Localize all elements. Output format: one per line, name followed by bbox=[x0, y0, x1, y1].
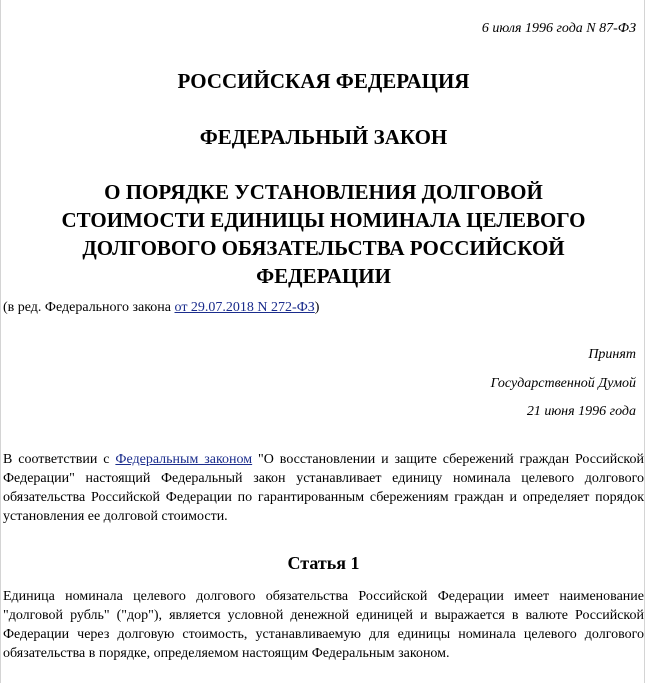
preamble-before-link: В соответствии с bbox=[3, 452, 116, 467]
article-1-title: Статья 1 bbox=[287, 553, 360, 573]
adoption-line-3: 21 июня 1996 года bbox=[526, 404, 636, 419]
preamble-paragraph bbox=[3, 450, 644, 526]
adoption-line-2: Государственной Думой bbox=[490, 376, 636, 391]
preamble-after-link: "О восстановлении и защите сбережений граждан Российской Федерации" настоящий Федеральный закон устанавливает единицу номинала целевого долгового обязательства Российской Федерации по гарантированным сбережениям граждан и определяет порядок установления ее долговой стоимости. bbox=[3, 452, 644, 524]
heading-law-title: О ПОРЯДКЕ УСТАНОВЛЕНИЯ ДОЛГОВОЙ СТОИМОСТИ ЕДИНИЦЫ НОМИНАЛА ЦЕЛЕВОГО ДОЛГОВОГО ОБЯЗАТЕЛЬСТВА РОССИЙСКОЙ ФЕДЕРАЦИИ bbox=[61, 180, 586, 288]
heading-federation: РОССИЙСКАЯ ФЕДЕРАЦИЯ bbox=[177, 69, 470, 93]
edition-link[interactable]: от 29.07.2018 N 272-ФЗ bbox=[174, 300, 315, 315]
edition-prefix: (в ред. Федерального закона bbox=[3, 300, 175, 315]
law-date-number: 6 июля 1996 года N 87-ФЗ bbox=[481, 21, 636, 36]
federal-law-link[interactable]: Федеральным законом bbox=[115, 452, 253, 467]
edition-suffix: ) bbox=[314, 300, 320, 315]
article-1-text: Единица номинала целевого долгового обязательства Российской Федерации имеет наименование "долговой рубль" ("дор"), является условной денежной единицей и выражается в валюте Российской Федерации через долговую стоимость, устанавливаемую для единицы номинала целевого долгового обязательства в порядке, определяемом настоящим Федеральным законом. bbox=[3, 589, 644, 661]
edition-note bbox=[3, 300, 319, 316]
adoption-line-1: Принят bbox=[588, 347, 636, 362]
heading-law-type: ФЕДЕРАЛЬНЫЙ ЗАКОН bbox=[199, 125, 448, 149]
